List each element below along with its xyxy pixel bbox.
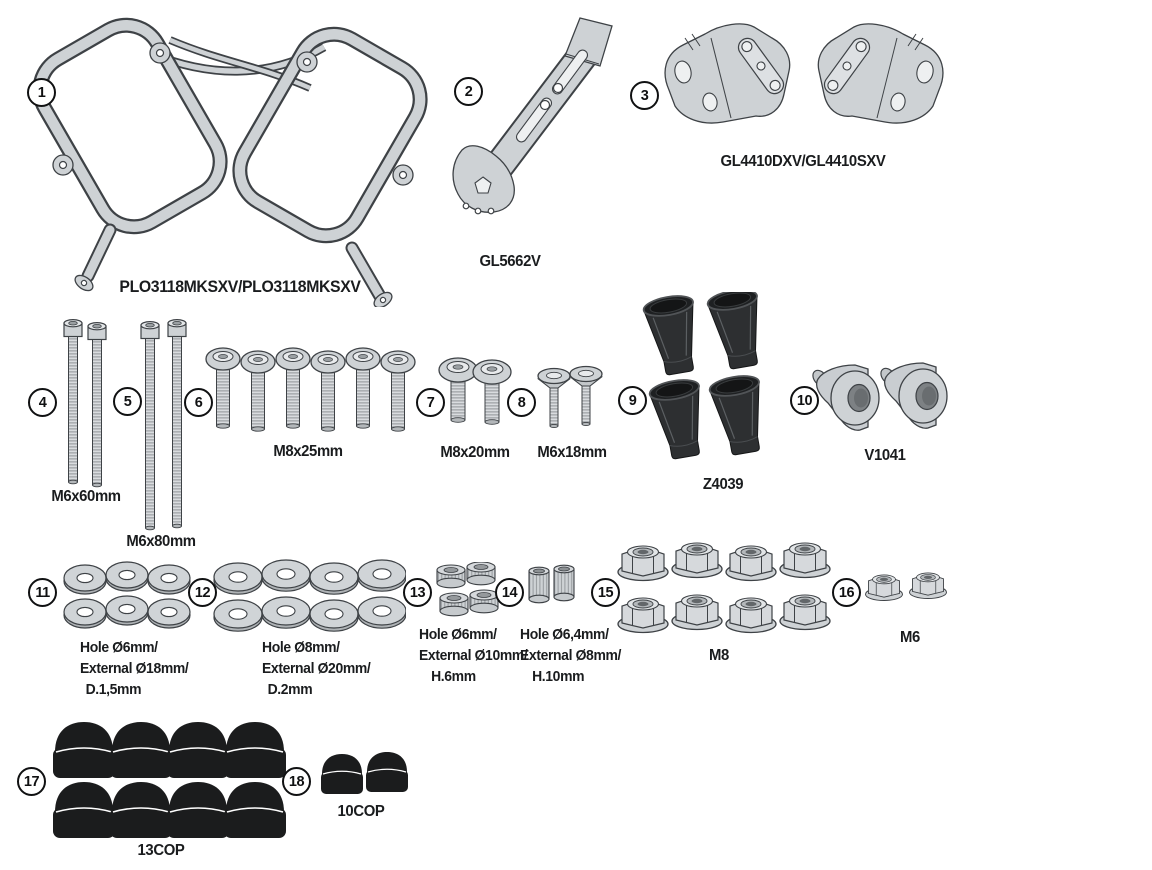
part-9-label: Z4039 (702, 476, 744, 493)
part-11-label (80, 637, 188, 700)
part-16-number: 16 (832, 578, 861, 607)
part-9-number: 9 (618, 386, 647, 415)
pannier-frames-illustration (12, 2, 447, 307)
spacers-tube-illustration (526, 564, 580, 624)
part-18-number: 18 (282, 767, 311, 796)
part-6-label: M8x25mm (273, 443, 343, 460)
part-3-label: GL4410DXV/GL4410SXV (720, 153, 886, 170)
caps-13-illustration (50, 716, 288, 848)
plate-right (665, 24, 790, 123)
part-10-label: V1041 (864, 447, 906, 464)
part-12-number: 12 (188, 578, 217, 607)
spec-line: External Ø18mm/ (80, 660, 189, 677)
spec-line: External Ø8mm/ (520, 647, 622, 664)
part-4-label: M6x60mm (51, 488, 121, 505)
part-7-number: 7 (416, 388, 445, 417)
part-15-number: 15 (591, 578, 620, 607)
m8x25-screws-illustration (203, 342, 425, 434)
rubber-buffers-illustration (808, 350, 956, 438)
part-8-label: M6x18mm (537, 444, 607, 461)
m8x20-screws-illustration (432, 350, 518, 430)
spec-line: D.1,5mm (85, 681, 142, 698)
m6-nuts-illustration (856, 558, 960, 620)
m6x60-screws-illustration (52, 312, 122, 494)
part-5-label: M6x80mm (126, 533, 196, 550)
part-1-number: 1 (27, 78, 56, 107)
part-10-number: 10 (790, 386, 819, 415)
spec-line: Hole Ø6mm/ (419, 626, 497, 643)
part-15-label: M8 (709, 647, 729, 664)
part-17-label: 13COP (137, 842, 185, 859)
part-2-label: GL5662V (479, 253, 541, 270)
spec-line: D.2mm (267, 681, 313, 698)
part-5-number: 5 (113, 387, 142, 416)
part-1-label: PLO3118MKSXV/PLO3118MKSXV (119, 277, 361, 296)
spacers-short-illustration (435, 562, 499, 624)
side-plates-illustration (655, 12, 955, 152)
part-4-number: 4 (28, 388, 57, 417)
spec-line: Hole Ø6,4mm/ (520, 626, 609, 643)
part-13-number: 13 (403, 578, 432, 607)
m8-nuts-illustration (610, 534, 838, 656)
spec-line: Hole Ø8mm/ (262, 639, 340, 656)
bracket-body (453, 18, 612, 214)
part-2-number: 2 (454, 77, 483, 106)
part-7-label: M8x20mm (440, 444, 510, 461)
spec-line: Hole Ø6mm/ (80, 639, 158, 656)
bracket-illustration (450, 14, 625, 249)
part-18-label: 10COP (337, 803, 385, 820)
caps-10-illustration (316, 744, 416, 806)
part-6-number: 6 (184, 388, 213, 417)
part-3-number: 3 (630, 81, 659, 110)
spec-line: H.10mm (532, 668, 585, 685)
rubber-cones-illustration (628, 292, 786, 470)
part-13-label (419, 624, 527, 687)
m6x80-screws-illustration (133, 312, 195, 537)
spec-line: External Ø10mm/ (419, 647, 528, 664)
part-14-label (520, 624, 621, 687)
m6x18-screws-illustration (530, 360, 610, 430)
plate-left (818, 24, 943, 123)
part-16-label: M6 (900, 629, 920, 646)
part-14-number: 14 (495, 578, 524, 607)
part-11-number: 11 (28, 578, 57, 607)
part-8-number: 8 (507, 388, 536, 417)
spec-line: External Ø20mm/ (262, 660, 371, 677)
spec-line: H.6mm (431, 668, 476, 685)
part-12-label (262, 637, 370, 700)
washers-18-illustration (55, 556, 195, 638)
part-17-number: 17 (17, 767, 46, 796)
right-frame (227, 21, 434, 307)
washers-20-illustration (210, 554, 406, 638)
